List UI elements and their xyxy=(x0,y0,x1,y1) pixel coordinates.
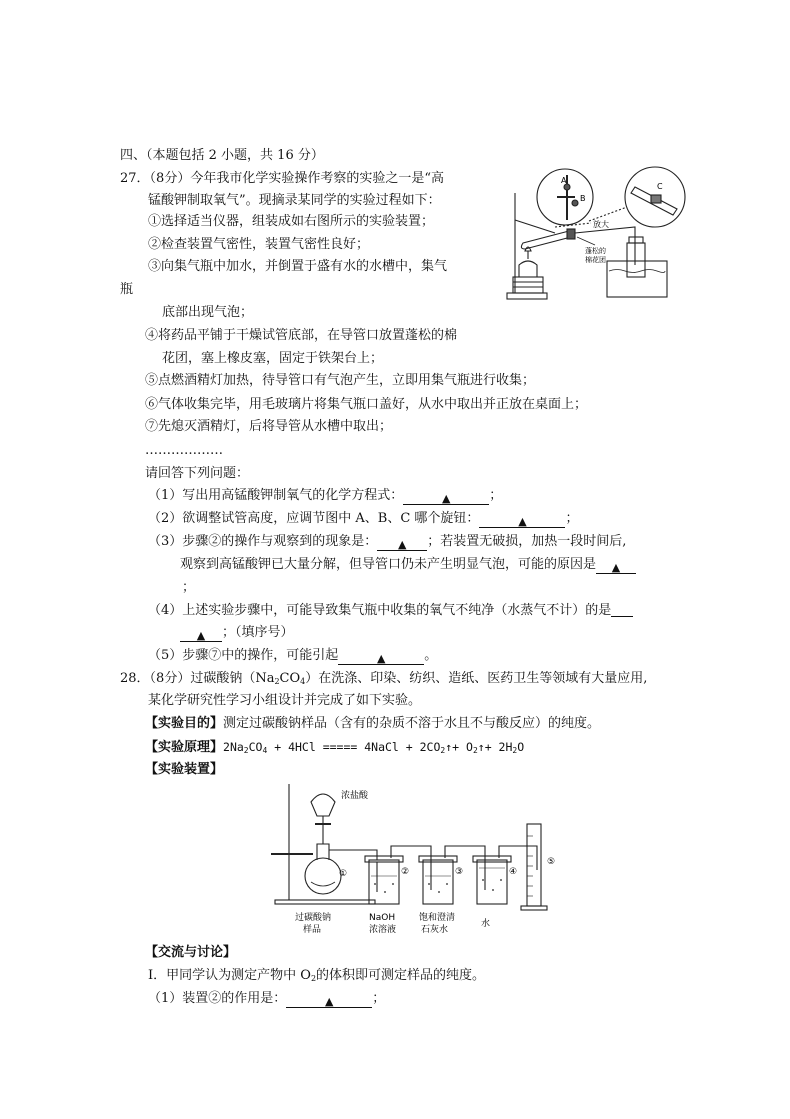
q28-label-naoh-2: 浓溶液 xyxy=(369,925,397,935)
q27-sub1-answer-blank[interactable] xyxy=(403,490,489,505)
q28-sub1-end: ； xyxy=(372,991,386,1006)
q27-sub3-text-c: 观察到高锰酸钾已大量分解，但导管口仍未产生明显气泡，可能的原因是 xyxy=(180,557,597,572)
q28-disc1-a: Ⅰ．甲同学认为测定产物中 O xyxy=(148,968,311,983)
q27-sub2-answer-blank[interactable] xyxy=(479,513,565,528)
q27-label-enlarge: 放大 xyxy=(593,220,609,229)
q27-step4-line1: ④将药品平铺于干燥试管底部，在导管口放置蓬松的棉 xyxy=(145,328,458,343)
q28-sub1 xyxy=(148,990,385,1008)
q28-principle-label: 【实验原理】 xyxy=(145,740,224,755)
q27-sub5-text-b: 。 xyxy=(424,648,438,663)
q28-disc1-sub: 2 xyxy=(310,974,317,983)
q27-label-c: C xyxy=(657,182,663,191)
q27-sub1-text: （1）写出用高锰酸钾制氧气的化学方程式： xyxy=(148,488,404,503)
q28-discuss-line1 xyxy=(148,967,485,988)
q27-step2: ②检查装置气密性，装置气密性良好； xyxy=(148,237,370,252)
eq-sub: 2 xyxy=(440,746,446,755)
q27-sub4-blank-start xyxy=(611,602,633,617)
q28-discuss-label: 【交流与讨论】 xyxy=(145,945,237,960)
q28-label-naoh-1: NaOH xyxy=(369,913,396,923)
eq-sub: 2 xyxy=(512,746,518,755)
q27-prompt: 请回答下列问题： xyxy=(145,466,250,481)
eq-part: ↑+ O xyxy=(445,740,473,754)
q27-step3-line3: 底部出现气泡； xyxy=(162,305,254,320)
q27-sub1-end: ； xyxy=(489,488,503,503)
q28-device-label: 【实验装置】 xyxy=(145,762,224,777)
triangle-icon: ▲ xyxy=(442,492,451,505)
triangle-icon: ▲ xyxy=(611,561,621,574)
q28-label-n3: ③ xyxy=(455,867,464,877)
q28-label-lime-2: 石灰水 xyxy=(421,925,449,935)
q28-principle xyxy=(145,738,524,760)
q27-step5: ⑤点燃酒精灯加热，待导管口有气泡产生，立即用集气瓶进行收集； xyxy=(145,373,536,388)
q28-intro-sub1: 2 xyxy=(274,677,280,686)
q27-sub5 xyxy=(148,647,437,665)
triangle-icon: ▲ xyxy=(518,515,527,528)
q27-sub3-end: ； xyxy=(182,580,196,595)
q27-sub3-answer-blank-1[interactable] xyxy=(377,536,427,551)
triangle-icon: ▲ xyxy=(325,995,334,1008)
q27-step3-line1: ③向集气瓶中加水，并倒置于盛有水的水槽中，集气 xyxy=(148,259,448,274)
q27-intro-line1: 27．（8分）今年我市化学实验操作考察的实验之一是“高 xyxy=(120,171,444,186)
triangle-icon: ▲ xyxy=(196,629,206,642)
q28-label-n2: ② xyxy=(401,867,410,877)
eq-part: + 4HCl ===== 4NaCl + 2CO xyxy=(267,740,441,754)
q27-sub5-text-a: （5）步骤⑦中的操作，可能引起 xyxy=(148,648,339,663)
q27-sub2 xyxy=(148,510,578,528)
q27-sub3-text-a: （3）步骤②的操作与观察到的现象是： xyxy=(148,534,378,549)
q28-label-n4: ④ xyxy=(509,867,518,877)
q27-sub2-text: （2）欲调整试管高度，应调节图中 A、B、C 哪个旋钮： xyxy=(148,511,480,526)
q27-sub3-answer-blank-2[interactable] xyxy=(596,559,636,574)
q27-sub4-line2 xyxy=(180,624,294,642)
q27-step4-line2: 花团，塞上橡皮塞，固定于铁架台上； xyxy=(162,351,384,366)
q27-sub5-answer-blank[interactable] xyxy=(338,650,424,665)
q28-purpose xyxy=(145,715,600,733)
q28-sub1-text: （1）装置②的作用是： xyxy=(148,991,287,1006)
q27-sub4-line1 xyxy=(148,602,633,620)
q28-label-sample-2: 样品 xyxy=(303,925,322,935)
q28-label-n5: ⑤ xyxy=(547,857,556,867)
q28-apparatus-figure xyxy=(265,780,575,938)
q28-label-n1: ① xyxy=(339,869,348,879)
q27-step6: ⑥气体收集完毕，用毛玻璃片将集气瓶口盖好，从水中取出并正放在桌面上； xyxy=(145,397,588,412)
q27-sub2-end: ； xyxy=(565,511,579,526)
q27-step1: ①选择适当仪器，组装成如右图所示的实验装置； xyxy=(148,214,435,229)
q28-intro-b: CO xyxy=(279,671,301,686)
q27-sub4-text-b: ；（填序号） xyxy=(222,625,294,640)
q27-step3-line2: 瓶 xyxy=(120,282,134,297)
q28-label-sample-1: 过碳酸钠 xyxy=(295,913,332,923)
q28-label-water: 水 xyxy=(481,919,491,929)
q27-label-cotton-1: 蓬松的 xyxy=(585,247,606,255)
q27-sub1 xyxy=(148,487,502,505)
q27-sub3-line2 xyxy=(180,556,636,574)
q28-intro-c: ）在洗涤、印染、纺织、造纸、医药卫生等领域有大量应用, xyxy=(305,671,648,686)
q28-purpose-label: 【实验目的】 xyxy=(145,716,224,731)
q27-label-cotton-2: 棉花团 xyxy=(585,256,606,264)
eq-sub: 4 xyxy=(262,746,268,755)
q28-intro-line2: 某化学研究性学习小组设计并完成了如下实验。 xyxy=(148,693,422,708)
eq-part: CO xyxy=(248,740,263,754)
q27-ellipsis: ……………… xyxy=(145,443,223,458)
section-header: 四、（本题包括 2 小题，共 16 分） xyxy=(120,148,324,163)
q28-label-lime-1: 饱和澄清 xyxy=(419,913,456,923)
q28-label-conc-hcl: 浓盐酸 xyxy=(341,791,369,801)
q27-apparatus-figure xyxy=(485,165,695,315)
eq-sub: 2 xyxy=(472,746,478,755)
eq-part: ↑+ 2H xyxy=(477,740,513,754)
q28-intro-a: 28．（8分）过碳酸钠（Na xyxy=(120,671,275,686)
q27-label-b: B xyxy=(580,194,586,203)
q27-step7: ⑦先熄灭酒精灯，后将导管从水槽中取出； xyxy=(145,419,393,434)
q28-intro-sub2: 4 xyxy=(300,677,306,686)
triangle-icon: ▲ xyxy=(398,538,407,551)
q27-label-a: A xyxy=(561,176,567,185)
q27-sub3-text-b: ；若装置无破损，加热一段时间后, xyxy=(427,534,627,549)
eq-sub: 2 xyxy=(243,746,249,755)
q28-intro-line1 xyxy=(120,670,647,691)
eq-part: O xyxy=(517,740,525,754)
q27-intro-line2: 锰酸钾制取氧气”。现摘录某同学的实验过程如下： xyxy=(148,193,441,208)
q28-equation xyxy=(223,740,524,754)
q27-sub4-answer-blank[interactable] xyxy=(180,627,222,642)
q27-sub4-text-a: （4）上述实验步骤中，可能导致集气瓶中收集的氧气不纯净（水蒸气不计）的是 xyxy=(148,603,612,618)
eq-part: 2Na xyxy=(223,740,244,754)
q28-purpose-text: 测定过碳酸钠样品（含有的杂质不溶于水且不与酸反应）的纯度。 xyxy=(223,716,601,731)
q27-sub3-line1 xyxy=(148,533,626,551)
triangle-icon: ▲ xyxy=(377,652,386,665)
q28-sub1-answer-blank[interactable] xyxy=(286,993,372,1008)
q28-disc1-b: 的体积即可测定样品的纯度。 xyxy=(316,968,486,983)
